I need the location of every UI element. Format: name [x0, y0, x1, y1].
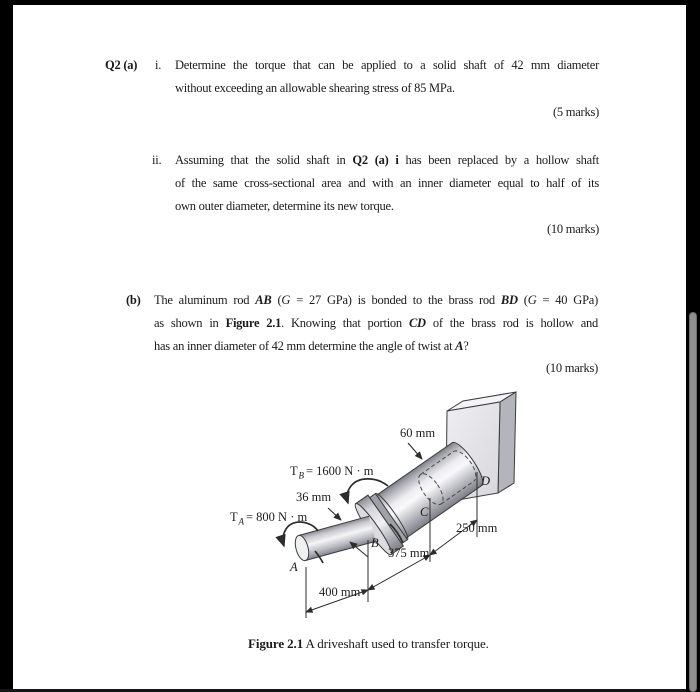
- q2a-ii-line1: Assuming that the solid shaft in Q2 (a) i has been replaced by a hollow shaft: [175, 153, 599, 167]
- part-i-numeral: i.: [155, 58, 162, 72]
- q2b-line1: The aluminum rod AB (G = 27 GPa) is bonded to the brass rod BD (G = 40 GPa): [154, 293, 598, 307]
- point-label-a: A: [290, 560, 298, 574]
- q2a-ii-line2: of the same cross-sectional area and with an inner diameter equal to half of its: [175, 176, 599, 190]
- point-label-c: C: [420, 505, 429, 519]
- viewer-frame-left: [0, 0, 13, 692]
- leader-arrow-60mm: [408, 443, 422, 459]
- figure-caption: [248, 636, 489, 652]
- scrollbar-thumb[interactable]: [689, 312, 697, 692]
- label-60mm: 60 mm: [400, 426, 436, 440]
- q2a-ii-line3: own outer diameter, determine its new torque.: [175, 199, 394, 213]
- torque-a-symbol: T: [230, 510, 238, 524]
- torque-b-symbol: T: [290, 464, 298, 478]
- part-ii-numeral: ii.: [152, 153, 162, 167]
- torque-b-value: = 1600 N · m: [306, 464, 374, 478]
- viewer-frame-top: [0, 0, 700, 5]
- label-400mm: 400 mm: [319, 585, 361, 599]
- q2a-i-line1: Determine the torque that can be applied to a solid shaft of 42 mm diameter: [175, 58, 599, 72]
- question-label-q2b: (b): [126, 293, 141, 307]
- q2b-marks: (10 marks): [546, 361, 598, 375]
- figure-caption-text: A driveshaft used to transfer torque.: [303, 636, 489, 651]
- label-250mm: 250 mm: [456, 521, 498, 535]
- q2b-line3: has an inner diameter of 42 mm determine the angle of twist at A?: [154, 339, 469, 353]
- dim-line-375: [368, 555, 430, 590]
- torque-a-subscript: A: [238, 516, 244, 527]
- wall-side-face: [498, 392, 516, 493]
- q2a-i-marks: (5 marks): [553, 105, 599, 119]
- point-label-d: D: [481, 474, 491, 488]
- q2b-line2: as shown in Figure 2.1. Knowing that portion CD of the brass rod is hollow and: [154, 316, 599, 330]
- question-label-q2a: Q2 (a): [105, 58, 138, 72]
- q2a-ii-marks: (10 marks): [547, 222, 599, 236]
- label-36mm: 36 mm: [296, 490, 332, 504]
- figure-caption-number: Figure 2.1: [248, 636, 304, 651]
- leader-arrow-36mm: [328, 508, 341, 520]
- torque-b-subscript: B: [298, 470, 304, 481]
- q2a-i-line2: without exceeding an allowable shearing stress of 85 MPa.: [175, 81, 455, 95]
- point-label-b: B: [371, 536, 379, 550]
- torque-a-value: = 800 N · m: [246, 510, 308, 524]
- driveshaft-figure: [225, 390, 555, 632]
- label-375mm: 375 mm: [388, 546, 430, 560]
